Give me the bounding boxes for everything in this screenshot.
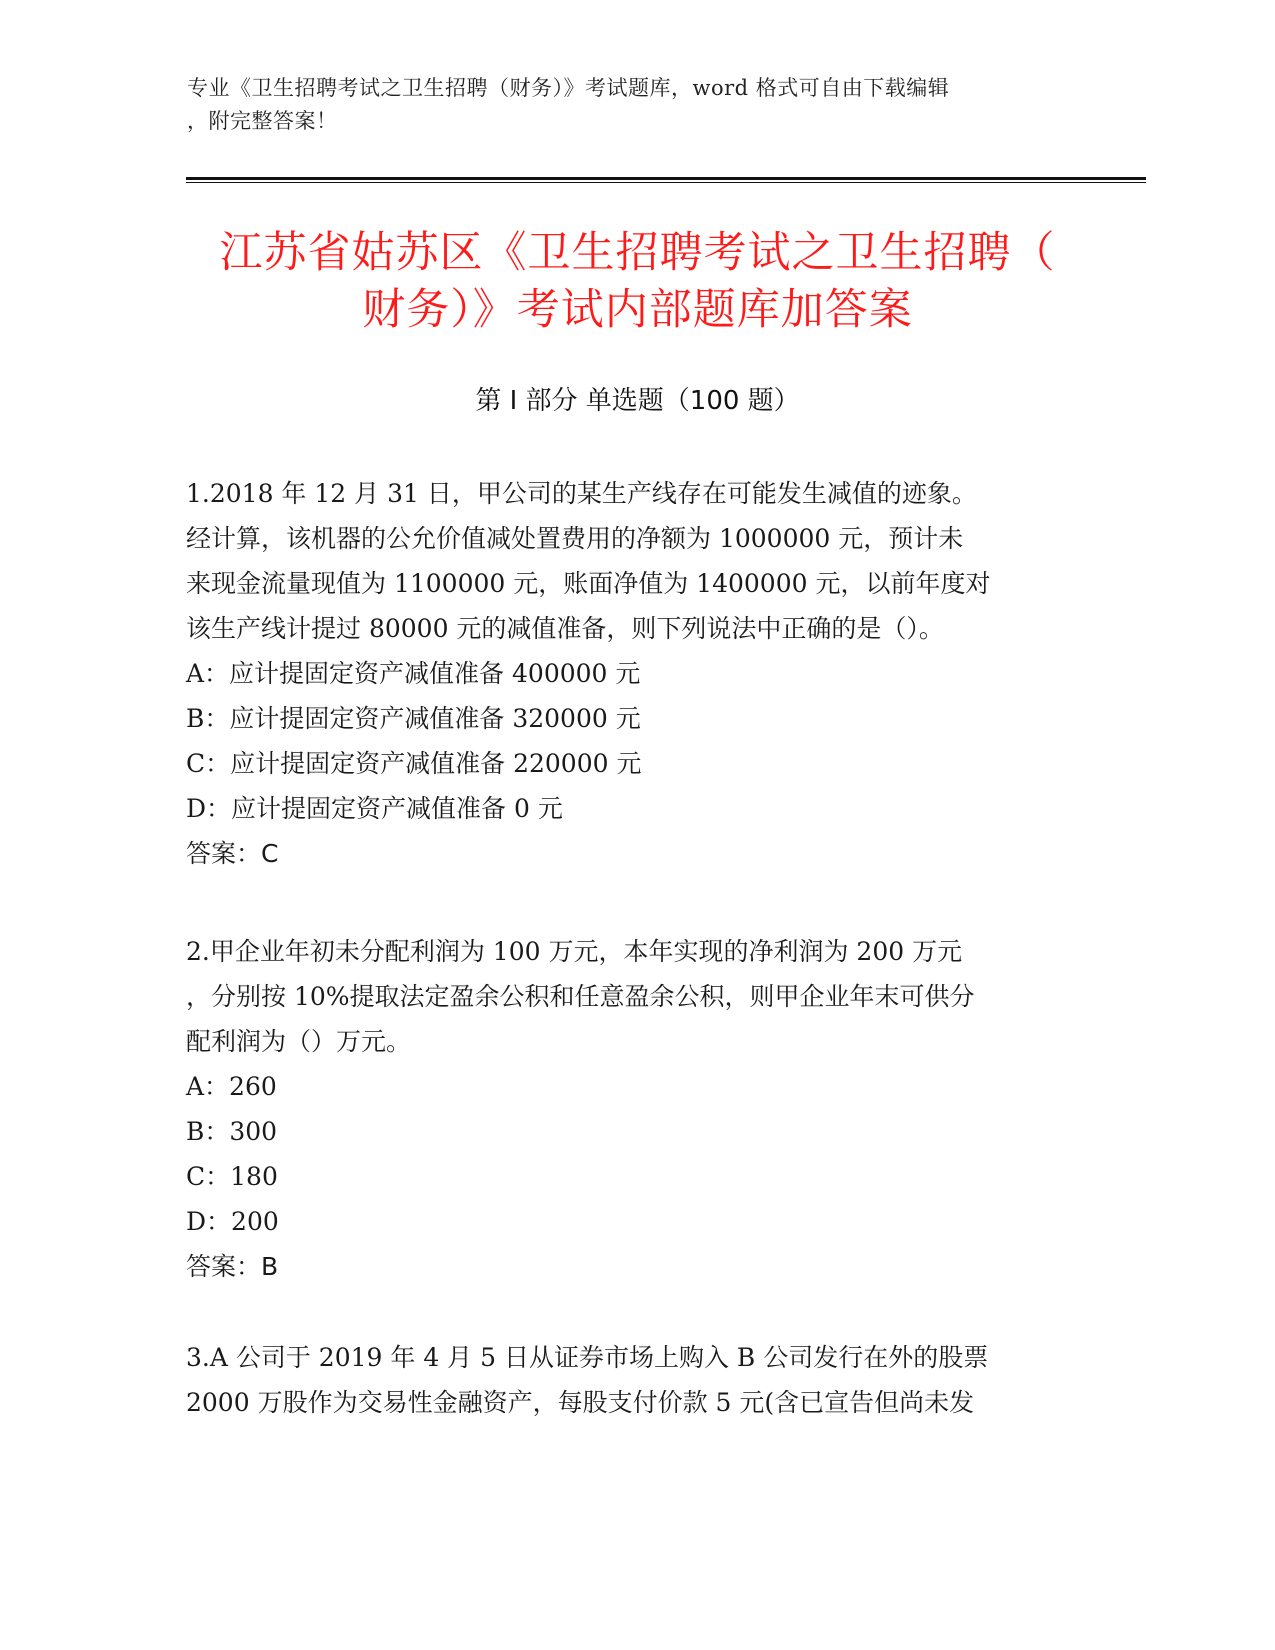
- question-2-stem-line: 2.甲企业年初未分配利润为 100 万元，本年实现的净利润为 200 万元: [186, 937, 963, 966]
- question-2-option-c: C：180: [186, 1162, 278, 1191]
- question-2-answer: 答案：B: [186, 1252, 279, 1281]
- question-1-option-c: C：应计提固定资产减值准备 220000 元: [186, 749, 642, 778]
- question-2-option-d: D：200: [186, 1207, 279, 1236]
- question-3-stem-line: 3.A 公司于 2019 年 4 月 5 日从证券市场上购入 B 公司发行在外的股票: [186, 1343, 989, 1372]
- header-note-line-2: ，附完整答案！: [187, 109, 338, 133]
- header-rule-thin: [186, 182, 1146, 183]
- document-title-line-1: 江苏省姑苏区《卫生招聘考试之卫生招聘（: [219, 228, 1056, 278]
- question-3-stem-line: 2000 万股作为交易性金融资产，每股支付价款 5 元(含已宣告但尚未发: [186, 1388, 975, 1417]
- question-2-option-a: A：260: [186, 1072, 277, 1101]
- question-1-option-d: D：应计提固定资产减值准备 0 元: [186, 794, 563, 823]
- question-1-stem-line: 经计算，该机器的公允价值减处置费用的净额为 1000000 元，预计未: [186, 524, 964, 553]
- document-title: [100, 225, 1175, 339]
- question-2-stem-line: 配利润为（）万元。: [186, 1027, 412, 1056]
- header-note: [187, 72, 1087, 138]
- header-rule-thick: [186, 177, 1146, 180]
- question-1-option-a: A：应计提固定资产减值准备 400000 元: [186, 659, 641, 688]
- question-1: [186, 471, 1086, 876]
- question-1-option-b: B：应计提固定资产减值准备 320000 元: [186, 704, 641, 733]
- question-1-stem-line: 1.2018 年 12 月 31 日，甲公司的某生产线存在可能发生减值的迹象。: [186, 479, 977, 508]
- question-2: [186, 929, 1086, 1289]
- question-2-option-b: B：300: [186, 1117, 278, 1146]
- question-1-answer: 答案：C: [186, 839, 279, 868]
- header-note-line-1: 专业《卫生招聘考试之卫生招聘（财务）》考试题库，word 格式可自由下载编辑: [187, 76, 950, 100]
- question-2-stem-line: ，分别按 10%提取法定盈余公积和任意盈余公积，则甲企业年末可供分: [186, 982, 975, 1011]
- question-1-stem-line: 该生产线计提过 80000 元的减值准备，则下列说法中正确的是（）。: [186, 614, 944, 643]
- document-title-line-2: 财务）》考试内部题库加答案: [362, 285, 913, 335]
- section-heading: 第 I 部分 单选题（100 题）: [475, 386, 800, 416]
- question-1-stem-line: 来现金流量现值为 1100000 元，账面净值为 1400000 元，以前年度对: [186, 569, 991, 598]
- question-3: [186, 1335, 1086, 1425]
